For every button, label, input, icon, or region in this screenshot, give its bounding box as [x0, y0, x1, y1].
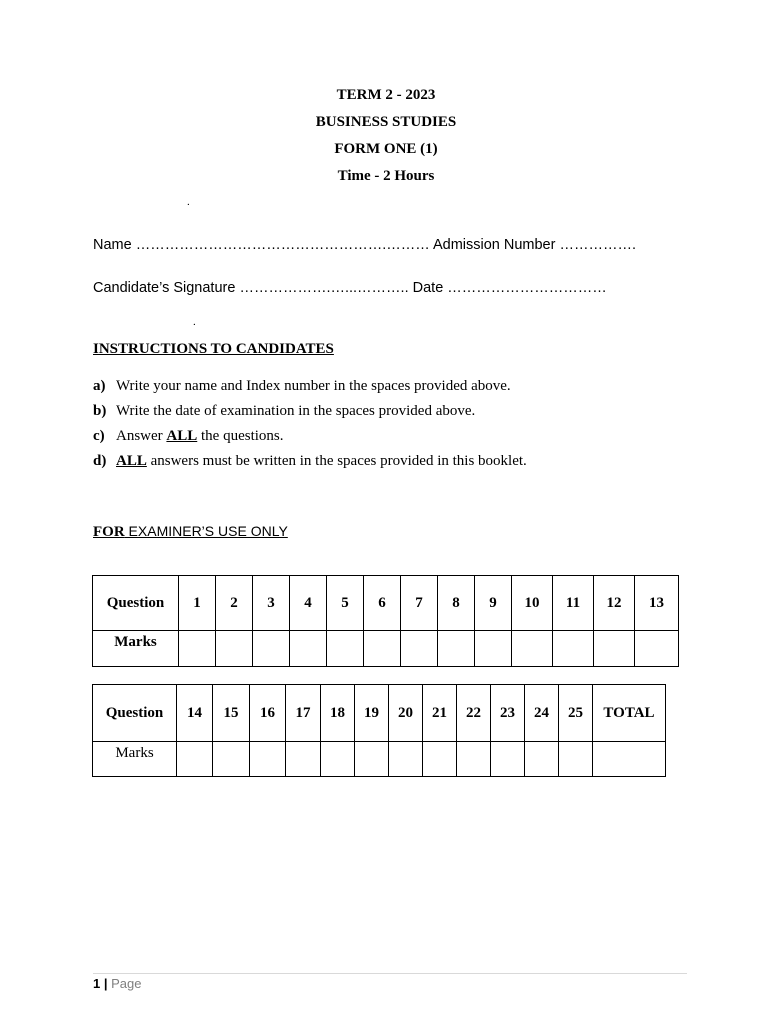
marks-cell[interactable]: [250, 742, 286, 777]
marks-cell[interactable]: [525, 742, 559, 777]
marks-cell[interactable]: [438, 631, 475, 667]
marks-table-1: [92, 575, 679, 667]
stray-dot: .: [193, 316, 196, 328]
question-number: 24: [525, 685, 559, 742]
marks-cell[interactable]: [177, 742, 213, 777]
question-number: 7: [401, 576, 438, 631]
marks-cell[interactable]: [286, 742, 321, 777]
question-number: 22: [457, 685, 491, 742]
marks-row: [93, 742, 666, 777]
examiner-heading-bold: FOR: [93, 524, 125, 540]
question-number: 25: [559, 685, 593, 742]
instruction-label: b): [93, 403, 107, 419]
question-number: 16: [250, 685, 286, 742]
instruction-item: [93, 453, 527, 470]
marks-cell[interactable]: [559, 742, 593, 777]
question-number: 18: [321, 685, 355, 742]
instruction-text: Write your name and Index number in the spaces provided above.: [116, 378, 511, 394]
marks-label: Marks: [93, 742, 177, 777]
question-number: 2: [216, 576, 253, 631]
marks-cell[interactable]: [364, 631, 401, 667]
marks-cell[interactable]: [512, 631, 553, 667]
marks-cell[interactable]: [553, 631, 594, 667]
instruction-text: Write the date of examination in the spaces provided above.: [116, 403, 476, 419]
question-number: 9: [475, 576, 512, 631]
instruction-emphasis: ALL: [116, 453, 147, 469]
instruction-item: [93, 428, 284, 445]
question-number: 11: [553, 576, 594, 631]
question-number: 19: [355, 685, 389, 742]
total-header: TOTAL: [593, 685, 666, 742]
question-number: 13: [635, 576, 679, 631]
marks-cell[interactable]: [213, 742, 250, 777]
instruction-label: d): [93, 453, 107, 469]
exam-term: TERM 2 - 2023: [336, 87, 436, 103]
question-row: [93, 576, 679, 631]
signature-date-line: Candidate’s Signature ……………….…...……….. Date ……………………………: [93, 280, 607, 296]
marks-cell[interactable]: [253, 631, 290, 667]
question-number: 14: [177, 685, 213, 742]
marks-cell[interactable]: [423, 742, 457, 777]
marks-cell[interactable]: [321, 742, 355, 777]
question-number: 12: [594, 576, 635, 631]
question-number: 23: [491, 685, 525, 742]
marks-cell[interactable]: [457, 742, 491, 777]
page-footer: [93, 976, 142, 991]
marks-cell[interactable]: [594, 631, 635, 667]
question-number: 3: [253, 576, 290, 631]
page-label: Page: [111, 976, 142, 991]
name-admission-line: Name …………………………………………….……… Admission Number …………….: [93, 237, 637, 253]
instruction-item: [93, 378, 511, 395]
question-number: 21: [423, 685, 457, 742]
examiner-heading-rest: EXAMINER’S USE ONLY: [124, 523, 288, 539]
marks-cell[interactable]: [491, 742, 525, 777]
marks-label: Marks: [93, 631, 179, 667]
marks-cell[interactable]: [290, 631, 327, 667]
instruction-text: Answer: [116, 428, 167, 444]
page-number: 1: [93, 976, 101, 991]
instruction-emphasis: ALL: [166, 428, 198, 444]
marks-cell[interactable]: [475, 631, 512, 667]
instruction-label: a): [93, 378, 106, 394]
question-number: 6: [364, 576, 401, 631]
question-label: Question: [93, 576, 179, 631]
question-label: Question: [93, 685, 177, 742]
exam-subject: BUSINESS STUDIES: [315, 114, 457, 130]
footer-divider: [93, 973, 687, 974]
instructions-title: INSTRUCTIONS TO CANDIDATES: [93, 341, 334, 357]
marks-cell[interactable]: [389, 742, 423, 777]
question-number: 5: [327, 576, 364, 631]
marks-cell[interactable]: [216, 631, 253, 667]
question-row: [93, 685, 666, 742]
question-number: 10: [512, 576, 553, 631]
question-number: 20: [389, 685, 423, 742]
question-number: 8: [438, 576, 475, 631]
marks-cell[interactable]: [327, 631, 364, 667]
total-cell[interactable]: [593, 742, 666, 777]
footer-separator: |: [103, 976, 108, 991]
exam-form: FORM ONE (1): [334, 141, 438, 157]
marks-row: [93, 631, 679, 667]
instruction-text: answers must be written in the spaces provided in this booklet.: [146, 453, 527, 469]
question-number: 4: [290, 576, 327, 631]
question-number: 15: [213, 685, 250, 742]
marks-cell[interactable]: [355, 742, 389, 777]
marks-cell[interactable]: [401, 631, 438, 667]
marks-cell[interactable]: [635, 631, 679, 667]
instruction-item: [93, 403, 475, 420]
instruction-text: the questions.: [197, 428, 284, 444]
question-number: 1: [179, 576, 216, 631]
instruction-label: c): [93, 428, 105, 444]
question-number: 17: [286, 685, 321, 742]
examiner-use-heading: [93, 523, 288, 541]
marks-cell[interactable]: [179, 631, 216, 667]
marks-table-2: [92, 684, 666, 777]
stray-dot: .: [187, 196, 190, 208]
exam-duration: Time - 2 Hours: [337, 168, 435, 184]
